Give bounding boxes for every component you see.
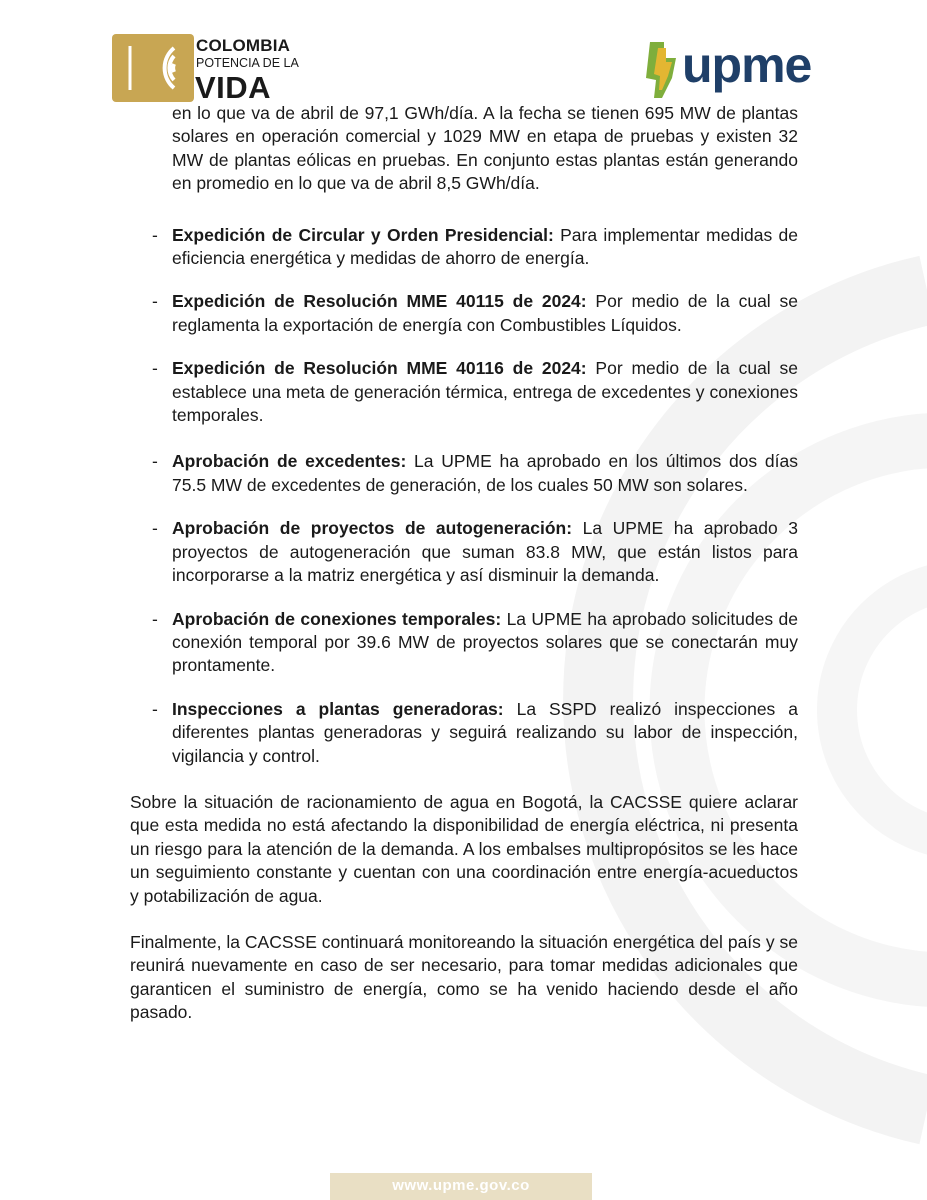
list-item <box>130 290 798 337</box>
list-item <box>130 517 798 587</box>
bullet-dash: - <box>152 451 158 472</box>
list-item-text: Para implementar medidas de eficiencia energética y medidas de ahorro de energía. <box>172 224 798 269</box>
colombia-logo-line1: COLOMBIA <box>196 36 291 55</box>
list-item-text: La UPME ha aprobado 3 proyectos de autogeneración que suman 83.8 MW, que están listos para incorporarse a la matriz energética y así disminuir la demanda. <box>172 518 798 586</box>
list-item-title: Aprobación de proyectos de autogeneración: <box>172 518 573 539</box>
list-item-title: Aprobación de conexiones temporales: <box>172 608 502 629</box>
list-item <box>130 608 798 678</box>
list-item <box>130 224 798 271</box>
list-item-title: Aprobación de excedentes: <box>172 451 407 472</box>
list-item-text: Por medio de la cual se reglamenta la exportación de energía con Combustibles Líquidos. <box>172 291 798 335</box>
body-paragraph: Sobre la situación de racionamiento de agua en Bogotá, la CACSSE quiere aclarar que esta medida no está afectando la disponibilidad de energía eléctrica, ni presenta un riesgo para la atención de la demanda. A los embalses multipropósitos se les hace un seguimiento constante y cuentan con una coordinación entre energía-acueductos y potabilización de agua. <box>130 791 798 906</box>
colombia-logo-line3: VIDA <box>195 70 272 105</box>
list-item-title: Inspecciones a plantas generadoras: <box>172 698 504 719</box>
bullet-dash: - <box>152 698 158 719</box>
list-item-text: La UPME ha aprobado en los últimos dos días 75.5 MW de excedentes de generación, de los cuales 50 MW son solares. <box>172 451 798 495</box>
list-item-text: Por medio de la cual se establece una meta de generación térmica, entrega de excedentes y conexiones temporales. <box>172 358 798 426</box>
colombia-potencia-logo <box>112 34 332 105</box>
list-item-title: Expedición de Circular y Orden Presidencial: <box>172 224 554 245</box>
footer-url: www.upme.gov.co <box>392 1177 530 1194</box>
bullet-dash: - <box>152 518 158 539</box>
upme-logo-mark-icon <box>642 38 680 102</box>
bullet-dash: - <box>152 224 158 245</box>
list-item-text: La SSPD realizó inspecciones a diferentes plantas generadoras y seguirá realizando su labor de inspección, vigilancia y control. <box>172 698 798 766</box>
upme-logo-word: upme <box>682 37 812 93</box>
bullet-dash: - <box>152 608 158 629</box>
page-footer <box>0 1165 927 1200</box>
body-paragraph: Finalmente, la CACSSE continuará monitoreando la situación energética del país y se reunirá nuevamente en caso de ser necesario, para tomar medidas adicionales que garanticen el suministro de energía, como se ha venido haciendo desde el año pasado. <box>130 931 798 1023</box>
list-item <box>130 450 798 497</box>
colombia-logo-mark-icon <box>112 34 194 102</box>
bullet-dash: - <box>152 291 158 312</box>
colombia-logo-line2: POTENCIA DE LA <box>196 56 299 70</box>
intro-paragraph: en lo que va de abril de 97,1 GWh/día. A la fecha se tienen 695 MW de plantas solares en operación comercial y 1029 MW en etapa de pruebas y existen 32 MW de plantas eólicas en pruebas. En conjunto estas plantas están generando en promedio en lo que va de abril 8,5 GWh/día. <box>172 103 798 194</box>
list-item <box>130 698 798 768</box>
upme-logo <box>642 38 822 102</box>
list-item <box>130 357 798 427</box>
list-item-text: La UPME ha aprobado solicitudes de conexión temporal por 39.6 MW de proyectos solares que se conectarán muy prontamente. <box>172 608 798 676</box>
document-body <box>130 102 798 1025</box>
list-item-title: Expedición de Resolución MME 40116 de 2024: <box>172 358 587 379</box>
list-item-title: Expedición de Resolución MME 40115 de 2024: <box>172 291 587 312</box>
page-header <box>0 0 927 110</box>
bullet-dash: - <box>152 358 158 379</box>
